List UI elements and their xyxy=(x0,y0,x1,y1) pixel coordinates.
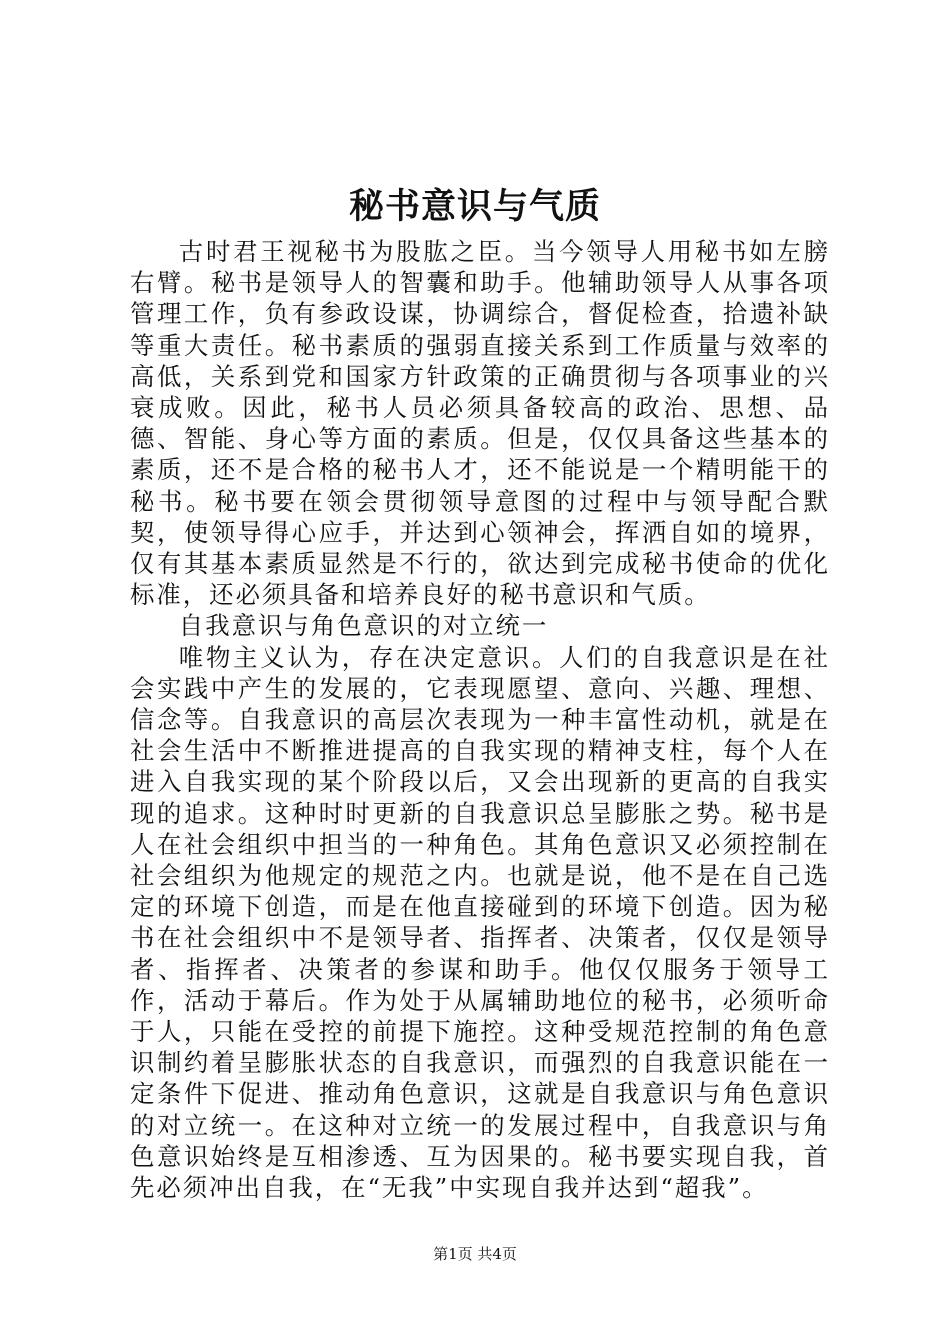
paragraph-intro: 古时君王视秘书为股肱之臣。当今领导人用秘书如左膀右臂。秘书是领导人的智囊和助手。他辅助领导人从事各项管理工作，负有参政设谋，协调综合，督促检查，拾遗补缺等重大责任。秘书素质的强弱直接关系到工作质量与效率的高低，关系到党和国家方针政策的正确贯彻与各项事业的兴衰成败。因此，秘书人员必须具备较高的政治、思想、品德、智能、身心等方面的素质。但是，仅仅具备这些基本的素质，还不是合格的秘书人才，还不能说是一个精明能干的秘书。秘书要在领会贯彻领导意图的过程中与领导配合默契，使领导得心应手，并达到心领神会，挥洒自如的境界，仅有其基本素质显然是不行的，欲达到完成秘书使命的优化标准，还必须具备和培养良好的秘书意识和气质。 xyxy=(130,237,830,610)
page-footer: 第1页 共4页 xyxy=(433,1245,517,1263)
section-heading: 自我意识与角色意识的对立统一 xyxy=(178,611,549,641)
paragraph-self-role-consciousness: 唯物主义认为，存在决定意识。人们的自我意识是在社会实践中产生的发展的，它表现愿望、意向、兴趣、理想、信念等。自我意识的高层次表现为一种丰富性动机，就是在社会生活中不断推进提高的自我实现的精神支柱，每个人在进入自我实现的某个阶段以后，又会出现新的更高的自我实现的追求。这种时时更新的自我意识总呈膨胀之势。秘书是人在社会组织中担当的一种角色。其角色意识又必须控制在社会组织为他规定的规范之内。也就是说，他不是在自己选定的环境下创造，而是在他直接碰到的环境下创造。因为秘书在社会组织中不是领导者、指挥者、决策者，仅仅是领导者、指挥者、决策者的参谋和助手。他仅仅服务于领导工作，活动于幕后。作为处于从属辅助地位的秘书，必须听命于人，只能在受控的前提下施控。这种受规范控制的角色意识制约着呈膨胀状态的自我意识，而强烈的自我意识能在一定条件下促进、推动角色意识，这就是自我意识与角色意识的对立统一。在这种对立统一的发展过程中，自我意识与角色意识始终是互相渗透、互为因果的。秘书要实现自我，首先必须冲出自我，在“无我”中实现自我并达到“超我”。 xyxy=(130,642,830,1203)
document-body xyxy=(130,236,830,1203)
document-title: 秘书意识与气质 xyxy=(348,186,601,227)
